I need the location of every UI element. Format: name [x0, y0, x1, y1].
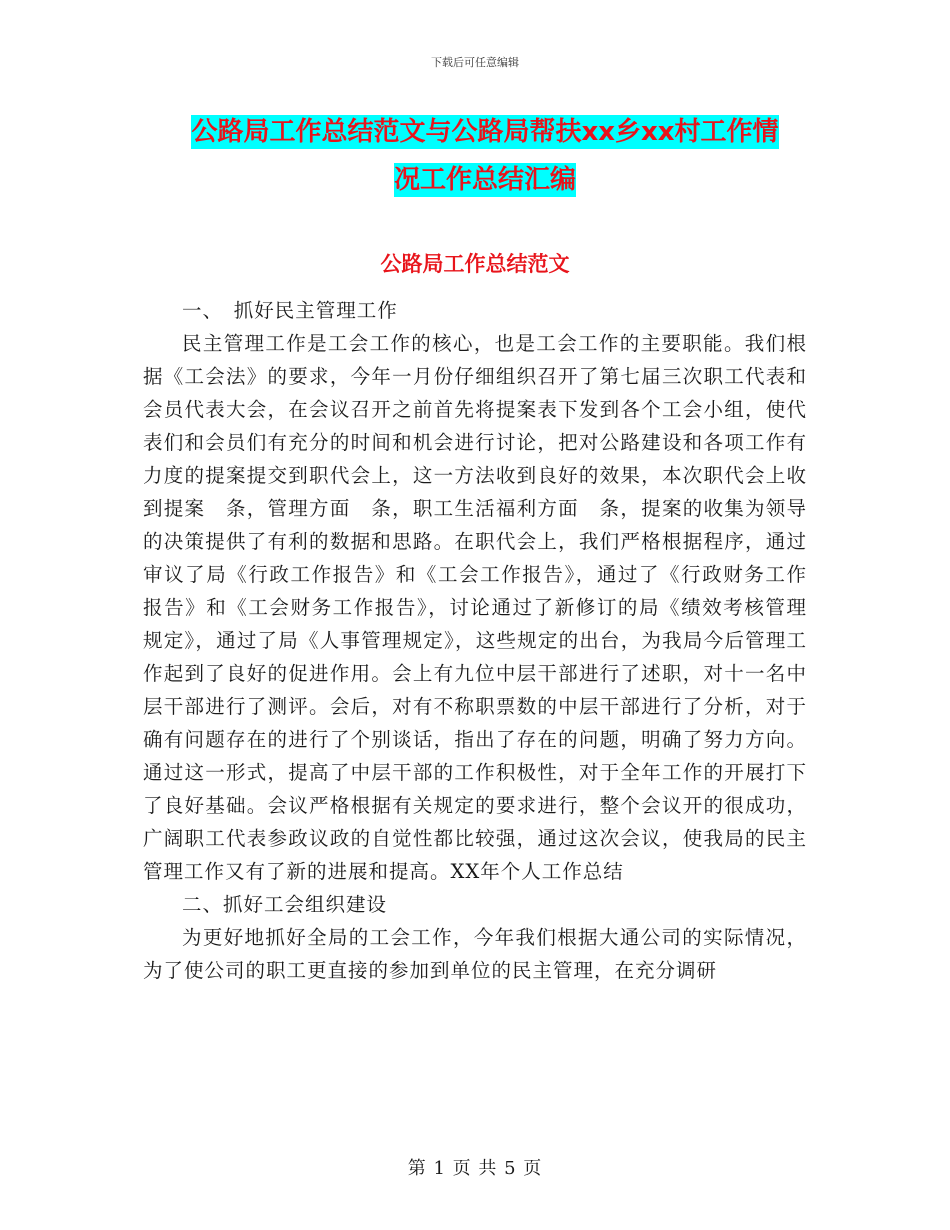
heading-union-organization: 二、抓好工会组织建设	[182, 893, 388, 916]
page-number: 第 1 页 共 5 页	[407, 1158, 543, 1179]
document-title-line-2: 况工作总结汇编	[393, 165, 576, 195]
page-header-note: 下载后可任意编辑	[431, 56, 519, 69]
document-body	[143, 294, 807, 987]
paragraph-union-organization: 为更好地抓好全局的工会工作，今年我们根据大通公司的实际情况，为了使公司的职工更直接的参加到单位的民主管理，在充分调研	[143, 926, 807, 982]
section-title: 公路局工作总结范文	[380, 252, 570, 276]
document-title	[150, 108, 820, 204]
heading-democratic-management: 一、 抓好民主管理工作	[182, 299, 398, 322]
document-title-line-1: 公路局工作总结范文与公路局帮扶xx乡xx村工作情	[191, 117, 779, 147]
paragraph-democratic-management: 民主管理工作是工会工作的核心，也是工会工作的主要职能。我们根据《工会法》的要求，今年一月份仔细组织召开了第七届三次职工代表和会员代表大会，在会议召开之前首先将提案表下发到各个工会小组，使代表们和会员们有充分的时间和机会进行讨论，把对公路建设和各项工作有力度的提案提交到职代会上，这一方法收到良好的效果，本次职代会上收到提案 条，管理方面 条，职工生活福利方面 条，提案的收集为领导的决策提供了有利的数据和思路。在职代会上，我们严格根据程序，通过审议了局《行政工作报告》和《工会工作报告》，通过了《行政财务工作报告》和《工会财务工作报告》，讨论通过了新修订的局《绩效考核管理规定》，通过了局《人事管理规定》，这些规定的出台，为我局今后管理工作起到了良好的促进作用。会上有九位中层干部进行了述职，对十一名中层干部进行了测评。会后，对有不称职票数的中层干部进行了分析，对于确有问题存在的进行了个别谈话，指出了存在的问题，明确了努力方向。通过这一形式，提高了中层干部的工作积极性，对于全年工作的开展打下了良好基础。会议严格根据有关规定的要求进行，整个会议开的很成功，广阔职工代表参政议政的自觉性都比较强，通过这次会议，使我局的民主管理工作又有了新的进展和提高。XX年个人工作总结	[143, 332, 807, 883]
